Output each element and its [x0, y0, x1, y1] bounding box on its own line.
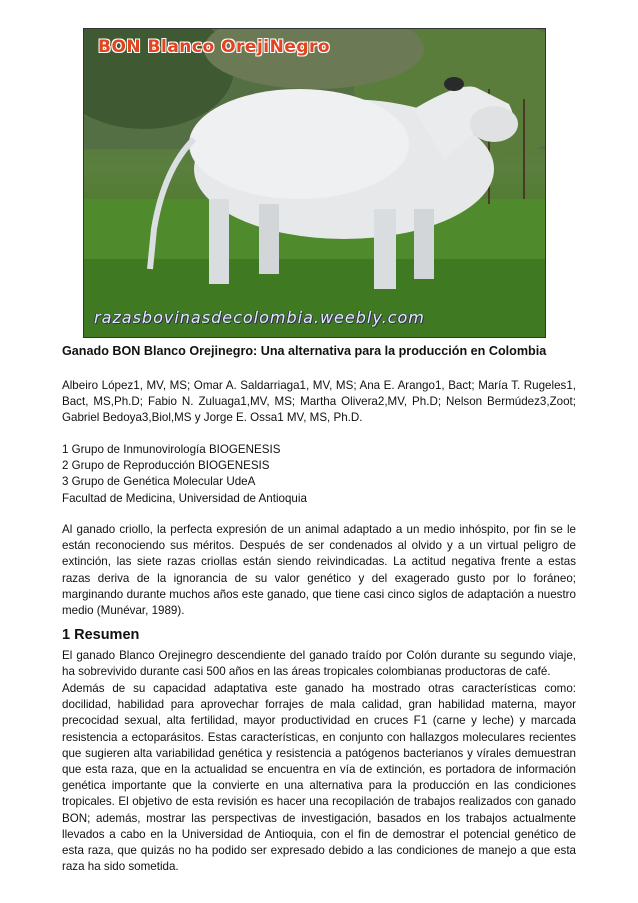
summary-paragraph-2: Además de su capacidad adaptativa este ganado ha mostrado otras características como: docilidad, habilidad para aprovechar forrajes de mala calidad, gran habilidad materna, mayor precocidad sexual, alta fertilidad, mayor productividad en cruces F1 (carne y leche) y marcada resistencia a ectoparásitos. Estas características, en conjunto con hallazgos moleculares recientes que sugieren alta variabilidad genética y resistencia a patógenos bacterianos y vírales demuestran que esta raza, que en la actualidad se encuentra en vía de extinción, es portadora de información genética importante que la convierte en una alternativa para la producción en las condiciones tropicales. El objetivo de esta revisión es hacer una recopilación de trabajos realizados con ganado BON; además, mostrar las perspectivas de investigación, basados en los trabajos actualmente llevados a cabo en la Universidad de Antioquia, con el fin de demostrar el potencial genético de esta raza, que quizás no ha podido ser expresado debido a las condiciones de manejo a que esta raza ha sido sometida.: [62, 682, 576, 874]
intro-paragraph: Al ganado criollo, la perfecta expresión de un animal adaptado a un medio inhóspito, por fin se le están reconociendo sus méritos. Después de ser condenados al olvido y a un virtual peligro de extinción, las siete razas criollas están siendo reivindicadas. La actitud negativa frente a estas razas deriva de la ignorancia de su valor genético y del exagerado gusto por lo foráneo; marginando durante muchos años este ganado, que tiene casi cinco siglos de adaptación a nuestro medio (Munévar, 1989).: [62, 523, 576, 618]
photo-watermark: razasbovinasdecolombia.weebly.com: [94, 308, 425, 327]
section-heading: 1 Resumen: [62, 627, 140, 643]
summary-paragraph-1: El ganado Blanco Orejinegro descendiente del ganado traído por Colón durante su segundo viaje, ha sobrevivido durante casi 500 años en las áreas tropicales colombianas productoras de café.: [62, 649, 576, 679]
cattle-photo: [83, 28, 546, 338]
cattle-illustration: [84, 29, 545, 337]
affiliations: [62, 442, 576, 507]
affiliation-line: 1 Grupo de Inmunovirología BIOGENESIS: [62, 443, 281, 456]
affiliation-line: Facultad de Medicina, Universidad de Antioquia: [62, 491, 307, 505]
authors: Albeiro López1, MV, MS; Omar A. Saldarriaga1, MV, MS; Ana E. Arango1, Bact; María T. Rugeles1, Bact, MS,Ph.D; Fabio N. Zuluaga1,MV, MS; Martha Olivera2,MV, Ph.D; Nelson Bermúdez3,Zoot; Gabriel Bedoya3,Biol,MS y Jorge E. Ossa1 MV, MS, Ph.D.: [62, 379, 576, 425]
affiliation-line: 2 Grupo de Reproducción BIOGENESIS: [62, 459, 270, 473]
paper-title: Ganado BON Blanco Orejinegro: Una alternativa para la producción en Colombia: [62, 344, 547, 358]
photo-overlay-title: BON Blanco OrejiNegro: [98, 37, 331, 57]
affiliation-line: 3 Grupo de Genética Molecular UdeA: [62, 475, 256, 489]
